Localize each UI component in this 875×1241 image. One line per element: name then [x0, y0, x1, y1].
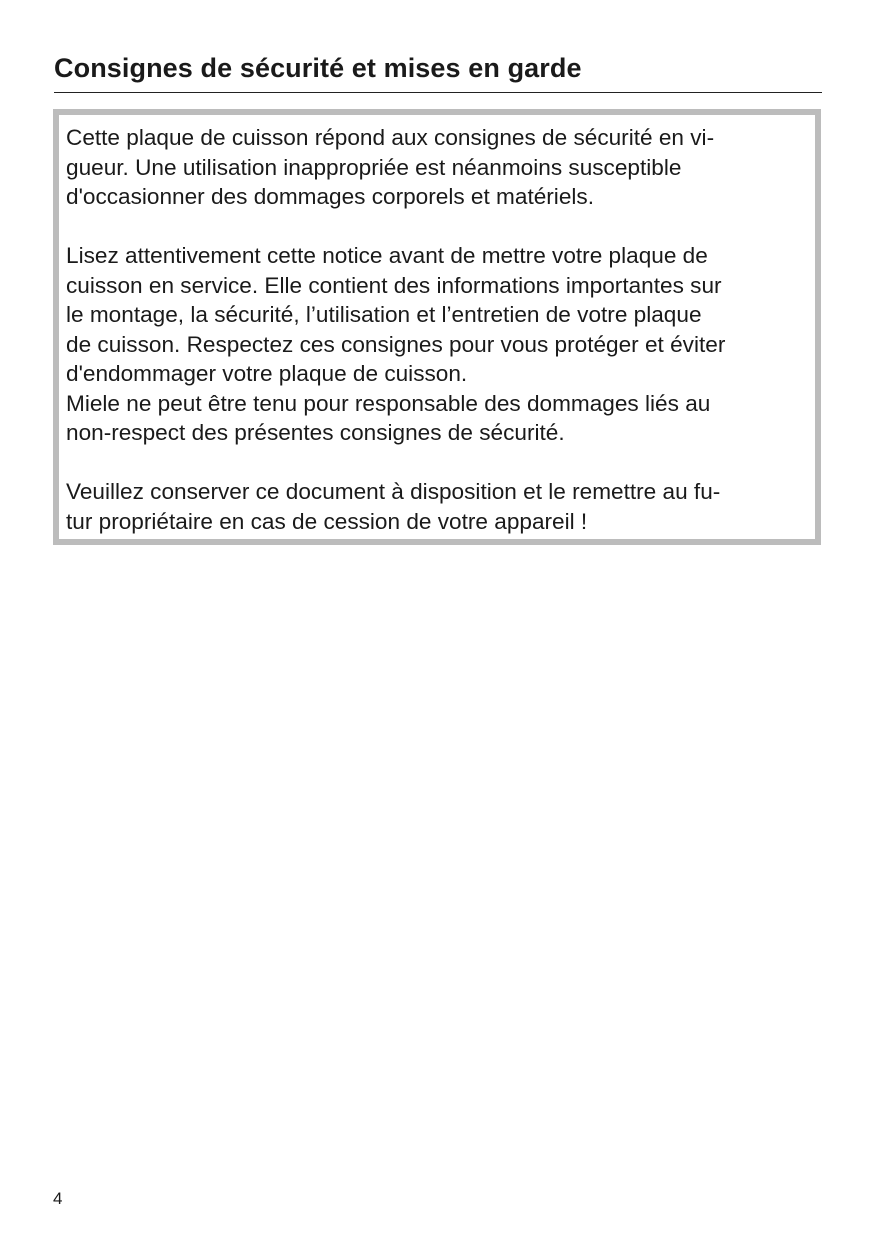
text-line: Cette plaque de cuisson répond aux consignes de sécurité en vi-: [66, 125, 715, 150]
text-line: Veuillez conserver ce document à disposition et le remettre au fu-: [66, 479, 721, 504]
warning-text: [66, 123, 812, 536]
text-line: cuisson en service. Elle contient des informations importantes sur: [66, 272, 722, 298]
text-line: tur propriétaire en cas de cession de votre appareil !: [66, 508, 588, 534]
safety-warning-box: [53, 109, 821, 545]
paragraph-gap: [66, 212, 812, 242]
text-line: de cuisson. Respectez ces consignes pour vous protéger et éviter: [66, 331, 726, 357]
text-line: Lisez attentivement cette notice avant de mettre votre plaque de: [66, 243, 708, 268]
warning-paragraph-intro: [66, 123, 812, 212]
text-line: non-respect des présentes consignes de sécurité.: [66, 420, 565, 445]
paragraph-gap: [66, 448, 812, 478]
warning-paragraph-instructions: [66, 241, 812, 448]
text-line: Miele ne peut être tenu pour responsable des dommages liés au: [66, 390, 711, 416]
warning-paragraph-keep-document: [66, 477, 812, 536]
title-divider: [54, 92, 822, 93]
text-line: le montage, la sécurité, l’utilisation et l’entretien de votre plaque: [66, 302, 702, 327]
text-line: d'endommager votre plaque de cuisson.: [66, 361, 468, 386]
page-number: 4: [53, 1189, 63, 1208]
page-title: Consignes de sécurité et mises en garde: [54, 53, 582, 83]
text-line: d'occasionner des dommages corporels et matériels.: [66, 184, 594, 209]
text-line: gueur. Une utilisation inappropriée est néanmoins susceptible: [66, 154, 682, 180]
